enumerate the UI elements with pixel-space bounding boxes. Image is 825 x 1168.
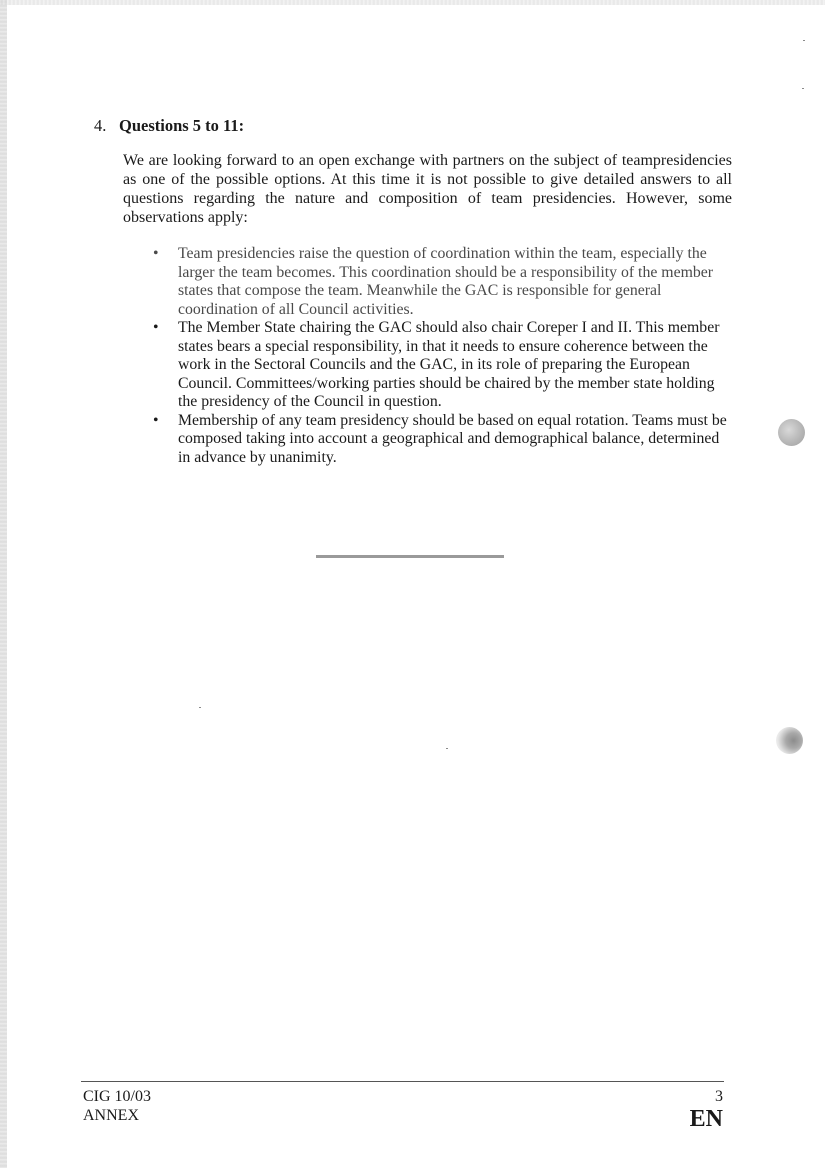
list-item bbox=[153, 245, 728, 319]
end-of-text-rule bbox=[316, 555, 504, 558]
scan-speck bbox=[802, 88, 804, 89]
footer-page-info bbox=[690, 1087, 723, 1132]
observations-list bbox=[153, 245, 728, 467]
footer-reference bbox=[83, 1087, 151, 1125]
bullet-icon: • bbox=[153, 245, 159, 262]
section-title: Questions 5 to 11: bbox=[119, 116, 245, 135]
language-code: EN bbox=[689, 1106, 723, 1132]
list-item bbox=[153, 412, 728, 468]
scan-edge-left bbox=[0, 0, 7, 1168]
punch-hole-lower bbox=[776, 727, 803, 754]
document-reference: CIG 10/03 bbox=[83, 1088, 151, 1105]
scan-speck bbox=[803, 40, 805, 41]
list-item-text: Team presidencies raise the question of coordination within the team, especially the larger the team becomes. This coordination should be a responsibility of the member states that compose the team. Meanwhile the GAC is responsible for general coordination of all Council activities. bbox=[178, 245, 714, 318]
list-item bbox=[153, 319, 728, 412]
list-item-text: The Member State chairing the GAC should also chair Coreper I and II. This member states bears a special responsibility, in that it needs to ensure coherence between the work in the Sectoral Councils and the GAC, in its role of preparing the European Council. Committees/working parties should be chaired by the member state holding the presidency of the Council in question. bbox=[178, 319, 720, 410]
footer-divider bbox=[81, 1081, 724, 1082]
page-number: 3 bbox=[715, 1088, 723, 1105]
intro-paragraph: We are looking forward to an open exchange with partners on the subject of teampresidencies as one of the possible options. At this time it is not possible to give detailed answers to all questions regarding the nature and composition of team presidencies. However, some observations apply: bbox=[123, 152, 732, 226]
scan-speck bbox=[199, 707, 201, 708]
section-heading bbox=[94, 116, 244, 136]
bullet-icon: • bbox=[153, 411, 159, 429]
scan-speck bbox=[446, 748, 448, 749]
bullet-icon: • bbox=[153, 319, 159, 336]
list-item-text: Membership of any team presidency should be based on equal rotation. Teams must be composed taking into account a geographical and demographical balance, determined in advance by unanimity. bbox=[178, 411, 727, 466]
punch-hole-upper bbox=[778, 419, 805, 446]
annex-label: ANNEX bbox=[83, 1107, 139, 1124]
scan-edge-top bbox=[0, 0, 825, 5]
section-number: 4. bbox=[94, 116, 107, 135]
